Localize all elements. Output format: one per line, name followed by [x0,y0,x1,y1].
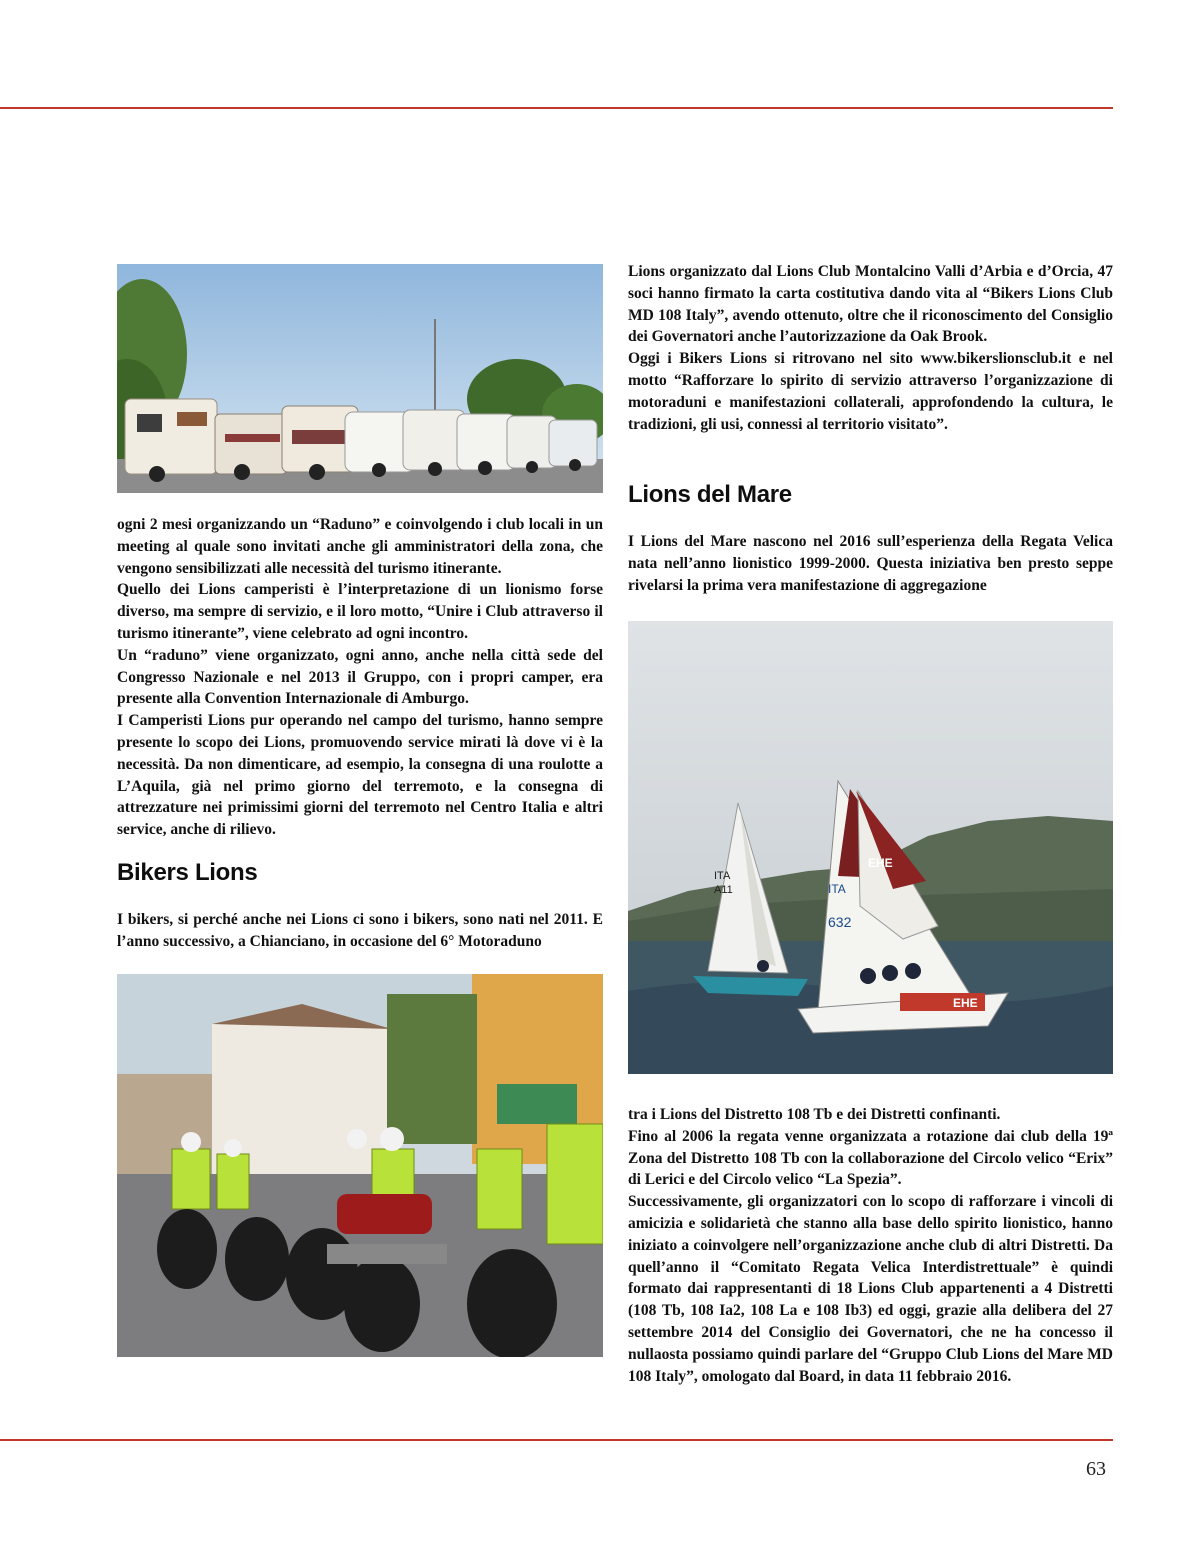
sail-number-a: ITA [714,870,731,882]
campers-paragraph-4: I Camperisti Lions pur operando nel campo del turismo, hanno sempre presente lo scopo dei Lions, promuovendo service mirati là dove vi è la necessità. Da non dimenticare, ad esempio, la consegna di una roulotte a L’Aquila, già nel primo giorno del terremoto, e la consegna di attrezzature nei primissimi giorni del terremoto nel Centro Italia e altri service, anche di rilievo. [117,712,603,839]
campers-paragraph-2: Quello dei Lions camperisti è l’interpretazione di un lionismo forse diverso, ma sempre di servizio, e il loro motto, “Unire i Club attraverso il turismo itinerante”, viene celebrato ad ogni incontro. [117,581,603,642]
campers-photo [117,264,603,493]
sail-number-a2: A11 [714,884,733,896]
sail-mark: EHE [868,856,893,870]
mare-paragraph-3: Fino al 2006 la regata venne organizzata a rotazione dai club della 19ª Zona del Distretto 108 Tb con la collaborazione del Circolo velico “Erix” di Lerici e del Circolo velico “La Spezia”. [628,1127,1113,1189]
top-rule [0,107,1113,109]
sail-number-b2: 632 [828,914,852,930]
bikers-paragraph-3: Oggi i Bikers Lions si ritrovano nel sito www.bikerslionsclub.it e nel motto “Rafforzare lo spirito di servizio attraverso l’organizzazione di motoraduni e manifestazioni collaterali, approfondendo la cultura, le tradizioni, gli usi, connessi al territorio visitato”. [628,350,1113,433]
bikers-paragraph: I bikers, si perché anche nei Lions ci sono i bikers, sono nati nel 2011. E l’anno successivo, a Chianciano, in occasione del 6° Motoraduno [117,911,603,950]
mare-paragraph-2: tra i Lions del Distretto 108 Tb e dei Distretti confinanti. [628,1106,1001,1123]
bikers-photo [117,974,603,1357]
lions-del-mare-heading: Lions del Mare [628,481,792,508]
page-number: 63 [1086,1458,1106,1480]
sail-number-b: ITA [828,882,846,896]
sailing-photo [628,621,1113,1074]
hull-mark: EHE [953,996,978,1010]
campers-paragraph-3: Un “raduno” viene organizzato, ogni anno, anche nella città sede del Congresso Nazionale e nel 2013 il Gruppo, con i propri camper, era presente alla Convention Internazionale di Amburgo. [117,646,603,708]
bottom-rule [0,1439,1113,1441]
mare-paragraph-4: Successivamente, gli organizzatori con lo scopo di rafforzare i vincoli di amicizia e solidarietà che stanno alla base dello spirito lionistico, hanno iniziato a coinvolgere nell’organizzazione anche club di altri Distretti. Da quell’anno il “Comitato Regata Velica Interdistrettuale” è quindi formato dai rappresentanti di 18 Lions Club appartenenti a 4 Distretti (108 Tb, 108 Ia2, 108 La e 108 Ib3) ed oggi, grazie alla delibera del 27 settembre 2014 del Consiglio dei Governatori, che ne ha concesso il nullaosta possiamo quindi parlare del “Gruppo Club Lions del Mare MD 108 Italy”, omologato dal Board, in data 11 febbraio 2016. [628,1193,1113,1385]
campers-paragraph-1: ogni 2 mesi organizzando un “Raduno” e coinvolgendo i club locali in un meeting al quale sono invitati anche gli amministratori della zona, che vengono sensibilizzati alle necessità del turismo itinerante. [117,516,603,577]
bikers-paragraph-2: Lions organizzato dal Lions Club Montalcino Valli d’Arbia e d’Orcia, 47 soci hanno firmato la carta costitutiva dando vita al “Bikers Lions Club MD 108 Italy”, avendo ottenuto, oltre che il riconoscimento del Consiglio dei Governatori anche l’autorizzazione da Oak Brook. [628,263,1113,346]
mare-paragraph-1: I Lions del Mare nascono nel 2016 sull’esperienza della Regata Velica nata nell’anno lionistico 1999-2000. Questa iniziativa ben presto seppe rivelarsi la prima vera manifestazione di aggregazione [628,533,1113,594]
bikers-lions-heading: Bikers Lions [117,859,258,886]
